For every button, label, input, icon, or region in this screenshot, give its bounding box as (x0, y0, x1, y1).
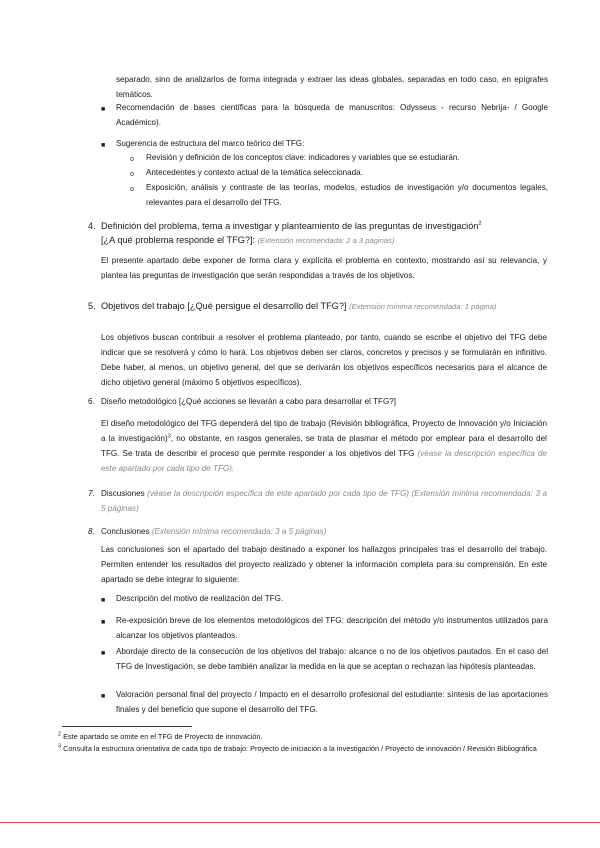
body-text: , no obstante, en rasgos generales, se trata de plasmar el método por emplear para el desarrollo del TFG. Se trata de describir el proceso que permite responder a los objetivos del TFG (101, 434, 547, 458)
footnote (58, 743, 548, 754)
section-number: 4. (88, 221, 96, 231)
section-extension: (Extensión mínima recomendada: 1 página) (349, 302, 497, 311)
section-6-body (101, 416, 547, 476)
section-title: Discusiones (101, 489, 145, 498)
section-question: [¿Qué persigue el desarrollo del TFG?] (187, 301, 347, 311)
section-title: Diseño metodológico (101, 397, 177, 406)
body-reference: (véase la descripción específica de este apartado por cada tipo de TFG). (101, 449, 547, 473)
bullet-marker: ■ (101, 142, 106, 149)
section-extension: (Extensión mínima recomendada: 3 a 5 páginas) (151, 527, 327, 536)
footnote-mark: 3 (58, 743, 62, 750)
footnote-text: Consulta la estructura orientativa de cada tipo de trabajo: Proyecto de iniciación a la investigación / Proyecto de innovación / Revisión Bibliográfica (63, 744, 537, 753)
section-4-body: El presente apartado debe exponer de forma clara y explícita el problema en contexto, mostrando así su relevancia, y plantea las preguntas de investigación que serán respondidas a través de los objetivos. (101, 256, 547, 280)
bullet-marker: ■ (101, 597, 106, 604)
sub-bullet-marker: o (130, 171, 134, 178)
section-5-body: Los objetivos buscan contribuir a resolver el problema planteado, por tanto, cuando se escribe el objetivo del TFG debe indicar que se resolverá y cómo lo hará. Los objetivos deben ser claros, concretos y precisos y se formularán en infinitivo. Debe haber, al menos, un objetivo general, del que se derivarán los objetivos específicos necesarios para el alcance de dicho objetivo general (máximo 5 objetivos específicos). (101, 333, 547, 387)
footer-accent-line (0, 822, 600, 823)
section-number: 5. (88, 301, 96, 311)
sub-bullet-marker: o (130, 186, 134, 193)
bullet-item-scientific-bases: Recomendación de bases científicas para la búsqueda de manuscritos: Odysseus - recurso Nebrija- / Google Académico). (116, 103, 548, 127)
section-question: [¿Qué acciones se llevarán a cabo para desarrollar el TFG?] (178, 397, 396, 406)
section-4-heading (101, 220, 551, 247)
section-8-intro: Las conclusiones son el apartado del trabajo destinado a exponer los hallazgos principales tras el desarrollo del trabajo. Permiten entender los resultados del proyecto realizado y obtener la información completa para su comprensión. En este apartado se debe integrar lo siguiente: (101, 545, 547, 584)
section-title: Conclusiones (101, 527, 150, 536)
footnote-ref: 2 (478, 220, 482, 227)
bullet-marker: ■ (101, 650, 106, 657)
section-8-heading (101, 524, 547, 539)
footnote-ref: 3 (167, 433, 171, 440)
footnote-text: Este apartado se omite en el TFG de Proyecto de innovación. (63, 732, 263, 741)
section-7-heading (101, 486, 547, 516)
section-extension: (Extensión mínima recomendada: 3 a 5 páginas) (101, 489, 548, 513)
section-reference: (véase la descripción específica de este apartado por cada tipo de TFG) (147, 489, 409, 498)
section-question: [¿A qué problema responde el TFG?]: (101, 234, 256, 245)
continuation-paragraph: separado, sino de analizarlos de forma integrada y extraer las ideas globales, separadas en todo caso, en epígrafes temáticos. (116, 75, 548, 99)
sub-item: Revisión y definición de los conceptos clave: indicadores y variables que se estudiarán. (146, 153, 460, 162)
bullet-item-theoretical-framework: Sugerencia de estructura del marco teórico del TFG: (116, 139, 305, 148)
bullet-marker: ■ (101, 106, 106, 113)
bullet-marker: ■ (101, 619, 106, 626)
sub-item: Antecedentes y contexto actual de la temática seleccionada. (146, 168, 363, 177)
section-number: 7. (88, 489, 95, 498)
footnote-separator (62, 726, 192, 727)
section-extension: (Extensión recomendada: 2 a 3 páginas) (257, 235, 395, 245)
conclusion-bullet: Valoración personal final del proyecto / Impacto en el desarrollo profesional del estudiante: síntesis de las aportaciones finales y del beneficio que supone el desarrollo del TFG. (116, 690, 548, 714)
section-title: Definición del problema, tema a investigar y planteamiento de las preguntas de investigación (101, 221, 479, 231)
conclusion-bullet: Descripción del motivo de realización del TFG. (116, 594, 284, 603)
section-number: 8. (88, 527, 95, 536)
section-5-heading (101, 300, 551, 314)
footnote-mark: 2 (58, 731, 62, 738)
section-number: 6. (88, 397, 95, 406)
footnote (58, 731, 548, 742)
conclusion-bullet: Re-exposición breve de los elementos metodológicos del TFG: descripción del método y/o instrumentos utilizados para alcanzar los objetivos planteados. (116, 616, 548, 640)
sub-item: Exposición, análisis y contraste de las teorías, modelos, estudios de investigación y/o documentos legales, relevantes para el desarrollo del TFG. (146, 183, 548, 207)
section-title: Objetivos del trabajo (101, 301, 185, 311)
bullet-marker: ■ (101, 693, 106, 700)
body-text: El diseño metodológico del TFG dependerá del tipo de trabajo (Revisión bibliográfica, Proyecto de Innovación y/o Iniciación a la investigación) (101, 419, 547, 443)
section-6-heading (101, 394, 551, 409)
conclusion-bullet: Abordaje directo de la consecución de los objetivos del trabajo: alcance o no de los objetivos pautados. En el caso del TFG de Investigación, se debe también analizar la medida en la que se aceptan o rechazan las hipótesis planteadas. (116, 647, 548, 671)
sub-bullet-marker: o (130, 156, 134, 163)
